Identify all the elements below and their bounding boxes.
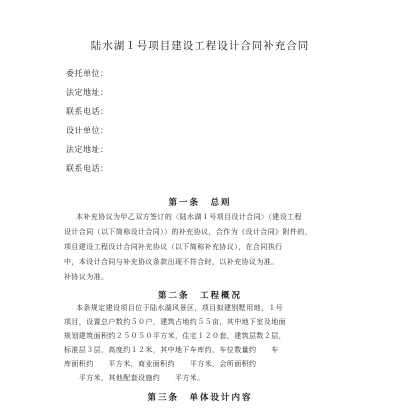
paragraph-line: 平方米，其他配套设施约 平方米。	[64, 374, 205, 382]
document-title: 陆水湖１号项目建设工程设计合同补充合同	[90, 40, 310, 52]
section-heading-project-overview: 第二条 工程概况	[157, 291, 242, 301]
paragraph-line: 规划建筑面积约２５０５０平方米，住宅１２０套，建筑层数２层，	[64, 332, 286, 340]
section-heading-general: 第一条 总则	[168, 198, 232, 208]
paragraph-line: 补协议为准。	[64, 273, 109, 281]
designer-unit-label: 设计单位：	[66, 126, 109, 135]
paragraph-line: 项目，设置总户数约５０户，建筑占地约５５亩，其中地下室及地面	[64, 318, 286, 326]
designer-address-label: 法定地址：	[66, 145, 109, 154]
paragraph-line: 中，本设计合同与补充协议条款出现不符合时，以补充协议为准。	[64, 258, 279, 266]
paragraph-line: 标准层３层，高度约１２米，其中地下车库约，车位数量约 车	[64, 346, 279, 354]
client-phone-label: 联系电话：	[66, 107, 109, 116]
paragraph-line: 本补充协议为甲乙双方签订的〈陆水湖１号项目设计合同〉（建设工程	[76, 213, 302, 221]
paragraph-line: 项目建设工程设计合同补充协议（以下简称补充协议），在合同执行	[64, 243, 283, 251]
client-unit-label: 委托单位：	[66, 69, 109, 78]
paragraph-line: 本条规定建设项目位于陆水湖风景区，项目拟建别墅用地，１号	[76, 304, 284, 312]
section-heading-design-content: 第三条 单体设计内容	[147, 393, 253, 403]
client-address-label: 法定地址：	[66, 88, 109, 97]
paragraph-line: 库面积约 平方米，商业面积约 平方米，会所面积约	[64, 360, 257, 368]
designer-phone-label: 联系电话：	[66, 164, 109, 173]
paragraph-line: 设计合同（以下简称设计合同））的补充协议，合作为《设计合同》附件的，	[64, 228, 313, 236]
